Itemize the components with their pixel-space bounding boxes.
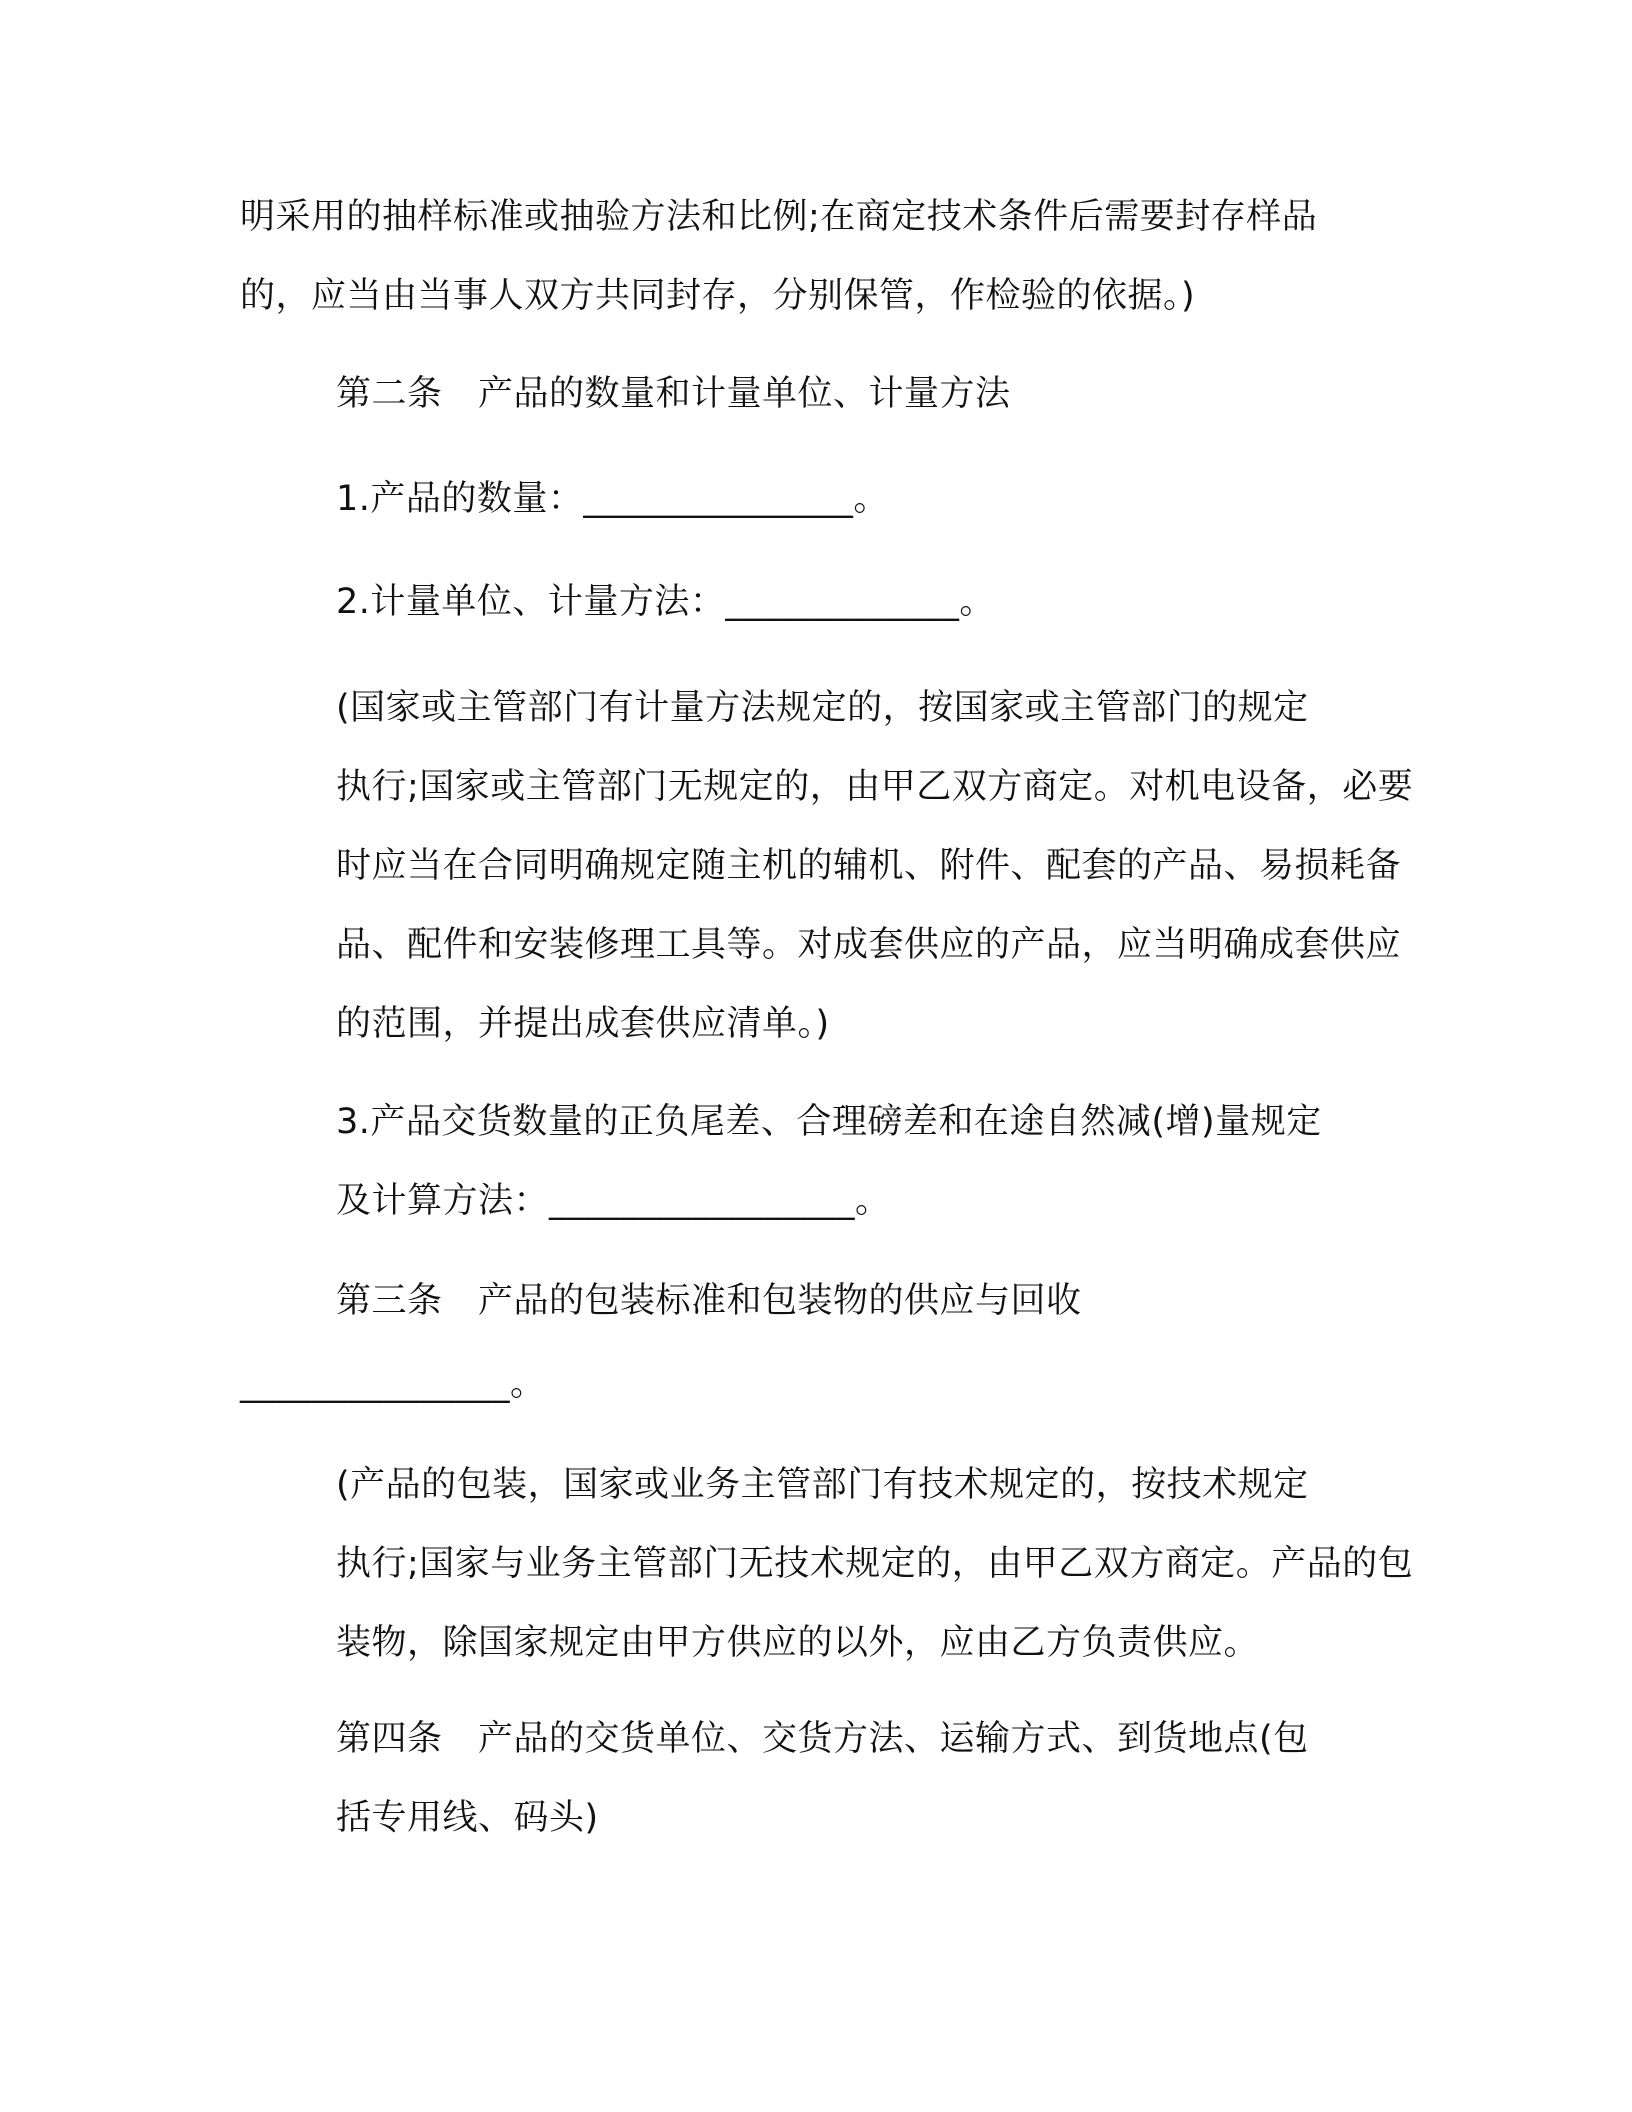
text-line: (国家或主管部门有计量方法规定的，按国家或主管部门的规定 xyxy=(336,688,1309,728)
text-line: 的范围，并提出成套供应清单。) xyxy=(336,1004,830,1044)
article-4-heading xyxy=(240,1700,1360,1858)
article-3-heading xyxy=(240,1262,1360,1341)
text-line: 第四条 产品的交货单位、交货方法、运输方式、到货地点(包 xyxy=(336,1719,1309,1759)
article-3-blank xyxy=(240,1345,1360,1424)
note-article-3 xyxy=(240,1446,1414,1683)
text-line: 括专用线、码头) xyxy=(336,1798,599,1838)
item-3-tolerance xyxy=(240,1083,1360,1241)
text-line: 及计算方法：_________________。 xyxy=(336,1181,891,1221)
text-line: 品、配件和安装修理工具等。对成套供应的产品，应当明确成套供应 xyxy=(336,925,1402,965)
article-2-heading xyxy=(240,355,1360,434)
text-line: 的，应当由当事人双方共同封存，分别保管，作检验的依据。) xyxy=(240,276,1196,316)
text-line: 3.产品交货数量的正负尾差、合理磅差和在途自然减(增)量规定 xyxy=(336,1102,1322,1142)
note-article-2 xyxy=(240,669,1414,1064)
text-line: 第二条 产品的数量和计量单位、计量方法 xyxy=(336,374,1011,414)
text-line: (产品的包装，国家或业务主管部门有技术规定的，按技术规定 xyxy=(336,1465,1309,1505)
text-line: 1.产品的数量：_______________。 xyxy=(336,479,889,519)
text-line: 时应当在合同明确规定随主机的辅机、附件、配套的产品、易损耗备 xyxy=(336,846,1402,886)
item-1-quantity xyxy=(240,460,1360,539)
text-line: 执行;国家与业务主管部门无技术规定的，由甲乙双方商定。产品的包 xyxy=(336,1544,1414,1584)
text-line: _______________。 xyxy=(240,1364,546,1404)
text-line: 2.计量单位、计量方法：_____________。 xyxy=(336,582,995,622)
text-line: 明采用的抽样标准或抽验方法和比例;在商定技术条件后需要封存样品 xyxy=(240,197,1318,237)
text-line: 执行;国家或主管部门无规定的，由甲乙双方商定。对机电设备，必要 xyxy=(336,767,1414,807)
item-2-unit-method xyxy=(240,563,1360,642)
paragraph-intro xyxy=(240,178,1360,336)
text-line: 装物，除国家规定由甲方供应的以外，应由乙方负责供应。 xyxy=(336,1623,1260,1663)
text-line: 第三条 产品的包装标准和包装物的供应与回收 xyxy=(336,1281,1082,1321)
